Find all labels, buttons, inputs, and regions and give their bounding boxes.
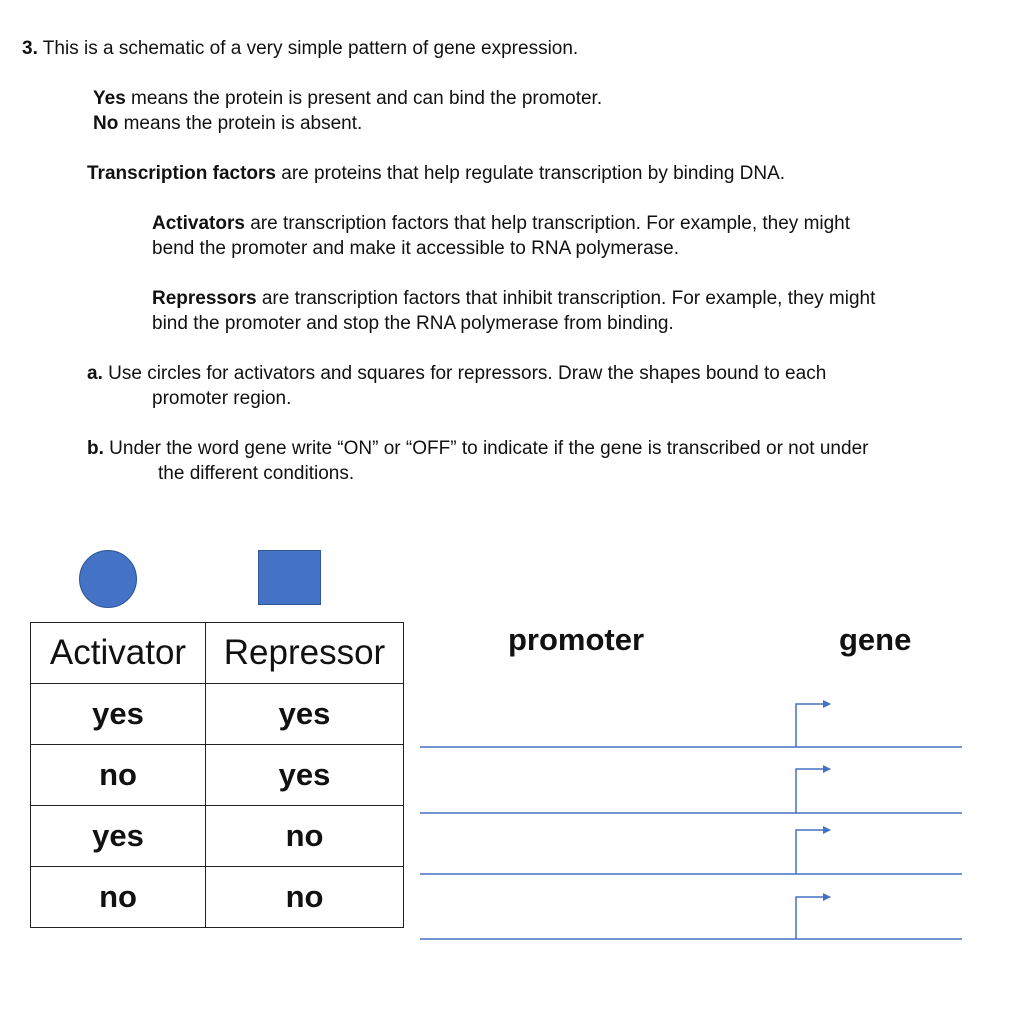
gene-label: gene xyxy=(839,622,912,657)
transcription-start-arrow-icon xyxy=(796,704,830,747)
promoter-label: promoter xyxy=(508,622,645,657)
no-definition: No means the protein is absent. xyxy=(93,113,363,134)
activator-cell: no xyxy=(31,745,206,806)
activator-header: Activator xyxy=(31,623,206,684)
repressors-definition: Repressors are transcription factors that inhibit transcription. For example, they might bind the promoter and stop the RNA polymerase from binding. xyxy=(152,288,876,334)
activators-definition: Activators are transcription factors that help transcription. For example, they might bend the promoter and make it accessible to RNA polymerase. xyxy=(152,213,851,259)
repressor-cell: no xyxy=(206,867,404,928)
transcription-start-arrow-icon xyxy=(796,830,830,874)
yes-definition: Yes means the protein is present and can bind the promoter. xyxy=(93,88,603,109)
activator-cell: no xyxy=(31,867,206,928)
repressor-cell: yes xyxy=(206,745,404,806)
transcription-start-arrow-icon xyxy=(796,769,830,813)
transcription-factors-definition: Transcription factors are proteins that help regulate transcription by binding DNA. xyxy=(87,163,786,184)
dna-row-2 xyxy=(420,769,962,813)
dna-row-4 xyxy=(420,897,962,939)
repressor-header: Repressor xyxy=(206,623,404,684)
part-b-instructions: b. Under the word gene write “ON” or “OFF” to indicate if the gene is transcribed or not under the different conditions. xyxy=(87,438,869,484)
repressor-cell: no xyxy=(206,806,404,867)
activator-cell: yes xyxy=(31,684,206,745)
dna-row-3 xyxy=(420,830,962,874)
part-a-instructions: a. Use circles for activators and squares for repressors. Draw the shapes bound to each promoter region. xyxy=(87,363,827,409)
dna-row-1 xyxy=(420,704,962,747)
repressor-cell: yes xyxy=(206,684,404,745)
activator-cell: yes xyxy=(31,806,206,867)
transcription-start-arrow-icon xyxy=(796,897,830,939)
question-title: 3. This is a schematic of a very simple pattern of gene expression. xyxy=(22,38,579,59)
